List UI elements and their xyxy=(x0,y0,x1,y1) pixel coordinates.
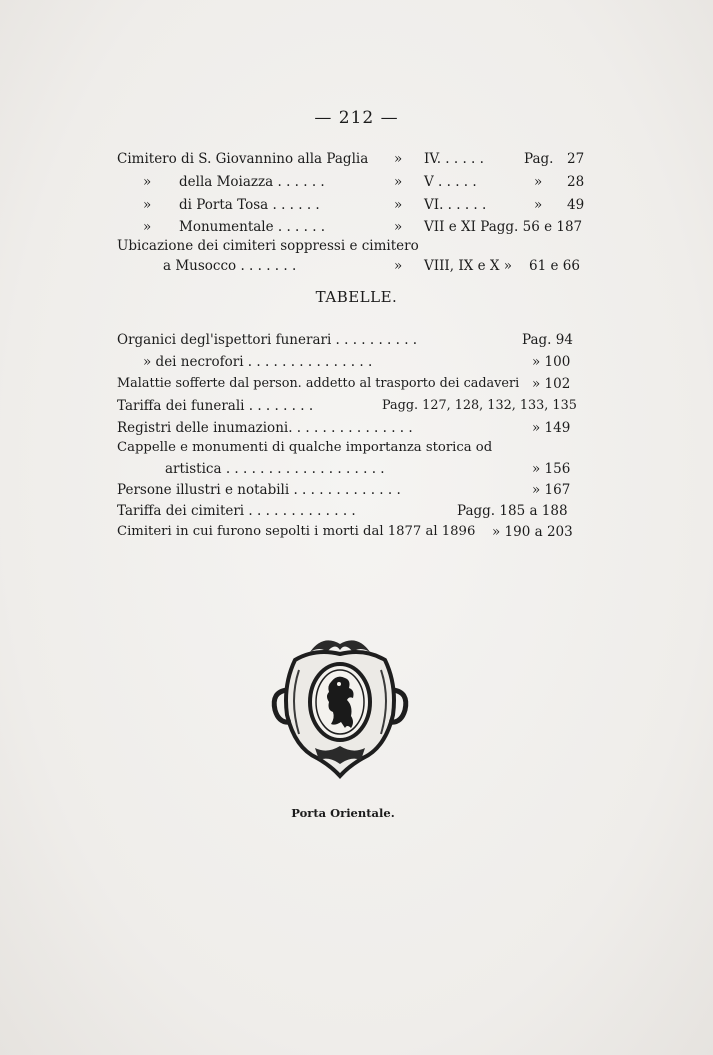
heraldic-shield-icon xyxy=(265,630,415,780)
porta-orientale-emblem xyxy=(265,630,415,780)
table-title: Registri delle inumazioni. . . . . . . . . . . . . . . xyxy=(117,420,413,436)
tables-heading: TABELLE. xyxy=(315,288,398,306)
table-row xyxy=(117,418,587,438)
table-row xyxy=(117,396,587,416)
table-title: Tariffa dei funerali . . . . . . . . xyxy=(117,398,314,414)
entry-prefix: » xyxy=(143,174,152,190)
entry-page: 49 xyxy=(567,197,585,213)
table-title: Cimiteri in cui furono sepolti i morti dal 1877 al 1896 xyxy=(117,524,476,539)
index-row xyxy=(117,236,587,256)
table-ref: » 149 xyxy=(532,420,571,436)
entry-ref: VIII, IX e X » xyxy=(424,258,513,274)
entry-page-label: » xyxy=(534,174,543,190)
emblem-caption: Porta Orientale. xyxy=(291,806,395,820)
entry-mark: » xyxy=(394,197,403,213)
table-ref: » 100 xyxy=(532,354,571,370)
index-row xyxy=(117,172,587,192)
entry-ref: V . . . . . xyxy=(424,174,477,190)
lion-eye xyxy=(337,682,341,686)
entry-ref: VII e XI Pagg. 56 e 187 xyxy=(424,219,583,235)
entry-page-label: Pag. xyxy=(524,151,554,167)
table-row xyxy=(117,330,587,350)
table-row xyxy=(117,459,587,479)
entry-name: Cimitero di S. Giovannino alla Paglia xyxy=(117,151,369,167)
table-title: Tariffa dei cimiteri . . . . . . . . . . . . . xyxy=(117,503,356,519)
table-ref: Pagg. 127, 128, 132, 133, 135 xyxy=(382,398,577,413)
table-row xyxy=(117,480,587,500)
entry-name: Monumentale . . . . . . xyxy=(179,219,326,235)
entry-prefix: » xyxy=(143,197,152,213)
table-row xyxy=(117,522,587,542)
table-ref: » 156 xyxy=(532,461,571,477)
entry-page-label: » xyxy=(534,197,543,213)
index-row xyxy=(117,256,587,276)
entry-mark: » xyxy=(394,219,403,235)
table-ref: Pagg. 185 a 188 xyxy=(457,503,568,519)
entry-page: 28 xyxy=(567,174,585,190)
entry-page: 61 e 66 xyxy=(529,258,580,274)
table-title: Persone illustri e notabili . . . . . . . . . . . . . xyxy=(117,482,401,498)
table-row xyxy=(117,501,587,521)
table-ref: Pag. 94 xyxy=(522,332,573,348)
index-row xyxy=(117,195,587,215)
table-title: Cappelle e monumenti di qualche importanza storica od xyxy=(117,440,493,455)
entry-page: 27 xyxy=(567,151,585,167)
table-ref: » 190 a 203 xyxy=(492,524,573,540)
entry-name: della Moiazza . . . . . . xyxy=(179,174,325,190)
entry-name: a Musocco . . . . . . . xyxy=(163,258,297,274)
table-ref: » 167 xyxy=(532,482,571,498)
entry-ref: VI. . . . . . xyxy=(424,197,487,213)
table-row xyxy=(117,352,587,372)
index-row xyxy=(117,149,587,169)
table-row xyxy=(117,374,587,394)
table-title: » dei necrofori . . . . . . . . . . . . . . . xyxy=(143,354,373,370)
entry-mark: » xyxy=(394,174,403,190)
entry-ref: IV. . . . . . xyxy=(424,151,484,167)
index-row xyxy=(117,217,587,237)
table-ref: » 102 xyxy=(532,376,571,392)
entry-name: Ubicazione dei cimiteri soppressi e cimitero xyxy=(117,238,419,254)
table-title: Malattie sofferte dal person. addetto al trasporto dei cadaveri xyxy=(117,376,520,391)
entry-name: di Porta Tosa . . . . . . xyxy=(179,197,320,213)
entry-mark: » xyxy=(394,151,403,167)
entry-mark: » xyxy=(394,258,403,274)
page-number: — 212 — xyxy=(314,108,399,128)
table-row xyxy=(117,438,587,458)
table-title: Organici degl'ispettori funerari . . . . . . . . . . xyxy=(117,332,418,348)
entry-prefix: » xyxy=(143,219,152,235)
table-title: artistica . . . . . . . . . . . . . . . . . . . xyxy=(165,461,385,477)
